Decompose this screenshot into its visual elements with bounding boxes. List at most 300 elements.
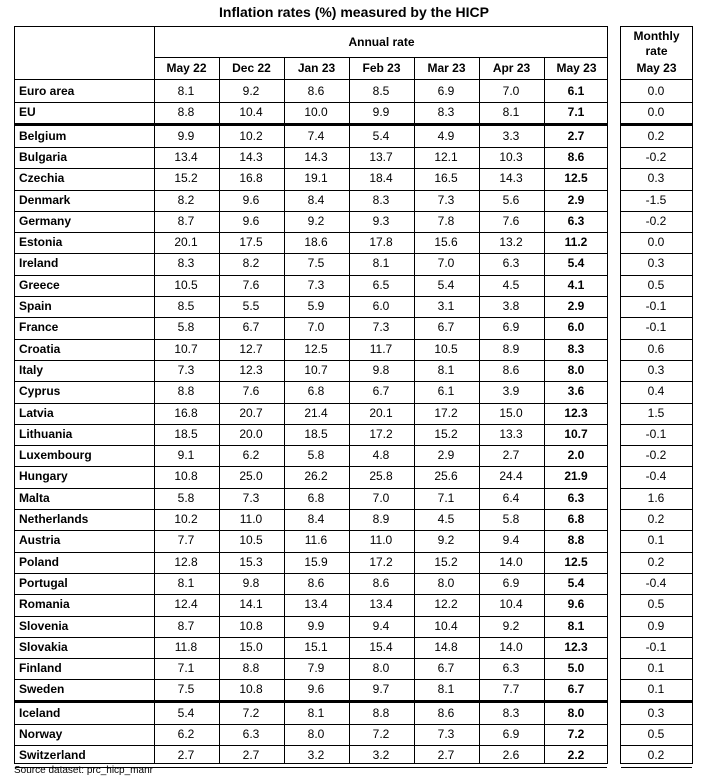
annual-rate-value: 8.0 <box>437 575 455 590</box>
monthly-rate-value: 0.1 <box>647 682 665 697</box>
country-name: Slovenia <box>19 618 69 633</box>
annual-rate-value: 9.6 <box>567 597 585 612</box>
annual-rate-value: 8.5 <box>372 84 390 98</box>
annual-rate-value: 7.0 <box>372 490 390 505</box>
annual-rate-value: 5.8 <box>502 512 520 526</box>
annual-rate-value: 7.1 <box>177 661 195 676</box>
annual-rate-value: 14.1 <box>239 597 263 612</box>
annual-rate-value: 6.1 <box>437 384 455 399</box>
country-name: Netherlands <box>19 512 89 526</box>
monthly-row-rule <box>621 767 692 768</box>
monthly-rate-value: 0.0 <box>647 84 665 98</box>
country-name: Cyprus <box>19 384 61 399</box>
annual-rate-value: 5.4 <box>567 575 585 590</box>
annual-rate-value: 10.8 <box>174 469 198 484</box>
monthly-header-rate: rate <box>645 44 668 58</box>
country-name: Luxembourg <box>19 448 92 463</box>
monthly-rate-value: 0.2 <box>647 128 665 143</box>
annual-rate-value: 9.9 <box>177 128 195 143</box>
column-header: Jan 23 <box>297 61 336 75</box>
annual-rate-value: 5.8 <box>307 448 325 463</box>
annual-rate-value: 6.9 <box>437 84 455 98</box>
annual-rate-value: 10.4 <box>434 618 458 633</box>
annual-rate-value: 4.5 <box>502 277 520 292</box>
annual-rate-value: 12.5 <box>564 554 588 569</box>
annual-rate-value: 20.7 <box>239 405 263 420</box>
annual-rate-value: 6.3 <box>502 661 520 676</box>
monthly-rate-value: 0.2 <box>647 748 665 763</box>
annual-rate-value: 7.3 <box>437 727 455 741</box>
annual-rate-value: 6.8 <box>307 384 325 399</box>
annual-rate-value: 8.2 <box>177 192 195 207</box>
country-name: Ireland <box>19 256 59 271</box>
annual-rate-value: 2.0 <box>567 448 585 463</box>
annual-rate-value: 4.9 <box>437 128 455 143</box>
annual-rate-value: 13.4 <box>174 149 198 164</box>
annual-rate-value: 7.3 <box>307 277 325 292</box>
country-name: France <box>19 320 59 335</box>
country-name: Portugal <box>19 575 68 590</box>
annual-rate-value: 15.9 <box>304 554 328 569</box>
annual-rate-value: 13.4 <box>369 597 393 612</box>
annual-rate-value: 7.1 <box>567 105 585 120</box>
annual-rate-value: 14.8 <box>434 639 458 654</box>
annual-rate-value: 3.9 <box>502 384 520 399</box>
annual-rate-value: 18.5 <box>304 426 328 441</box>
monthly-rate-table <box>620 26 693 764</box>
annual-rate-value: 8.3 <box>502 705 520 720</box>
annual-rate-value: 8.6 <box>372 575 390 590</box>
annual-rate-value: 6.7 <box>437 320 455 335</box>
annual-rate-value: 14.3 <box>239 149 263 164</box>
annual-rate-value: 9.9 <box>307 618 325 633</box>
annual-rate-value: 6.9 <box>502 727 520 741</box>
annual-rate-value: 15.1 <box>304 639 328 654</box>
annual-rate-value: 8.0 <box>567 362 585 377</box>
annual-rate-value: 6.0 <box>372 299 390 313</box>
column-header: May 22 <box>166 61 207 75</box>
country-name: Switzerland <box>19 748 86 763</box>
annual-rate-value: 6.8 <box>307 490 325 505</box>
annual-rate-value: 8.3 <box>437 105 455 120</box>
monthly-header: Monthly <box>633 29 680 43</box>
annual-rate-value: 6.7 <box>437 661 455 676</box>
annual-rate-value: 7.2 <box>372 727 390 741</box>
annual-rate-value: 9.6 <box>242 192 260 207</box>
annual-rate-value: 18.5 <box>174 426 198 441</box>
annual-rate-value: 21.4 <box>304 405 328 420</box>
annual-rate-value: 2.2 <box>567 748 585 763</box>
annual-rate-value: 18.6 <box>304 235 328 250</box>
country-name: Czechia <box>19 171 65 186</box>
annual-rate-value: 8.3 <box>177 256 195 271</box>
annual-rate-value: 8.1 <box>437 682 455 697</box>
monthly-rate-value: -0.2 <box>645 213 667 228</box>
annual-rate-value: 5.8 <box>177 320 195 335</box>
annual-rate-value: 8.1 <box>437 362 455 377</box>
annual-rate-value: 12.3 <box>564 639 588 654</box>
annual-rate-value: 2.9 <box>437 448 455 463</box>
annual-rate-value: 17.8 <box>369 235 393 250</box>
annual-rate-value: 10.4 <box>239 105 263 120</box>
column-header: Dec 22 <box>232 61 271 75</box>
annual-rate-value: 2.9 <box>567 299 585 313</box>
monthly-rate-value: -0.1 <box>645 426 667 441</box>
annual-rate-value: 5.8 <box>177 490 195 505</box>
annual-rate-value: 15.6 <box>434 235 458 250</box>
monthly-rate-value: 0.1 <box>647 661 665 676</box>
annual-rate-value: 7.6 <box>242 277 260 292</box>
country-name: Iceland <box>19 705 61 720</box>
annual-rate-value: 4.1 <box>567 277 585 292</box>
annual-rate-value: 6.3 <box>567 490 585 505</box>
monthly-rate-value: 1.6 <box>647 490 665 505</box>
annual-rate-value: 5.4 <box>177 705 195 720</box>
monthly-rate-value: 0.5 <box>647 727 665 741</box>
source-note: Source dataset: prc_hicp_manr <box>14 765 153 776</box>
annual-rate-value: 10.3 <box>499 149 523 164</box>
column-header: May 23 <box>556 61 597 75</box>
annual-rate-value: 11.2 <box>564 235 588 250</box>
annual-rate-value: 9.6 <box>242 213 260 228</box>
annual-rate-value: 8.6 <box>502 362 520 377</box>
annual-rate-value: 8.1 <box>502 105 520 120</box>
annual-rate-value: 7.3 <box>437 192 455 207</box>
annual-rate-value: 8.9 <box>502 341 520 356</box>
annual-rate-value: 8.6 <box>437 705 455 720</box>
monthly-rate-value: 0.0 <box>647 105 665 120</box>
annual-rate-value: 14.3 <box>499 171 523 186</box>
country-name: Germany <box>19 213 72 228</box>
annual-rate-value: 8.9 <box>372 512 390 526</box>
annual-rate-value: 10.8 <box>239 682 263 697</box>
monthly-column-header: May 23 <box>636 61 677 75</box>
country-name: Poland <box>19 554 60 569</box>
annual-rate-value: 2.7 <box>177 748 195 763</box>
annual-rate-value: 9.4 <box>502 533 520 548</box>
annual-rate-value: 7.5 <box>177 682 195 697</box>
annual-rate-value: 8.6 <box>307 575 325 590</box>
annual-rate-value: 7.6 <box>502 213 520 228</box>
annual-rate-value: 10.7 <box>564 426 588 441</box>
annual-rate-value: 12.3 <box>239 362 263 377</box>
annual-rate-value: 26.2 <box>304 469 328 484</box>
annual-rate-value: 10.0 <box>304 105 328 120</box>
monthly-header-rule <box>621 79 692 80</box>
annual-rate-value: 9.2 <box>437 533 455 548</box>
annual-rate-value: 17.2 <box>369 426 393 441</box>
annual-rate-value: 5.9 <box>307 299 325 313</box>
annual-rate-value: 8.1 <box>372 256 390 271</box>
annual-rate-value: 8.6 <box>307 84 325 98</box>
annual-rate-value: 7.9 <box>307 661 325 676</box>
monthly-rate-value: 0.3 <box>647 171 665 186</box>
annual-rate-value: 5.4 <box>567 256 585 271</box>
annual-rate-value: 12.3 <box>564 405 588 420</box>
annual-rate-value: 4.8 <box>372 448 390 463</box>
annual-rate-value: 24.4 <box>499 469 523 484</box>
annual-rate-value: 10.8 <box>239 618 263 633</box>
annual-rate-value: 7.0 <box>307 320 325 335</box>
annual-rate-value: 18.4 <box>369 171 393 186</box>
annual-rate-value: 13.3 <box>499 426 523 441</box>
annual-rate-value: 15.3 <box>239 554 263 569</box>
annual-rate-value: 8.8 <box>177 105 195 120</box>
annual-rate-value: 3.2 <box>307 748 325 763</box>
annual-rate-value: 10.5 <box>174 277 198 292</box>
annual-rate-value: 8.8 <box>567 533 585 548</box>
annual-rate-value: 6.1 <box>567 84 585 98</box>
annual-rate-value: 8.1 <box>177 575 195 590</box>
annual-rate-value: 10.2 <box>239 128 263 143</box>
annual-rate-value: 8.4 <box>307 192 325 207</box>
monthly-rate-value: 0.2 <box>647 512 665 526</box>
annual-rate-value: 21.9 <box>564 469 588 484</box>
country-name: Lithuania <box>19 426 73 441</box>
annual-rate-value: 7.2 <box>567 727 585 741</box>
annual-rate-value: 2.7 <box>437 748 455 763</box>
annual-rate-value: 15.2 <box>434 554 458 569</box>
annual-rate-value: 10.5 <box>239 533 263 548</box>
annual-rate-value: 10.5 <box>434 341 458 356</box>
annual-rate-value: 20.0 <box>239 426 263 441</box>
annual-rate-value: 6.7 <box>242 320 260 335</box>
annual-rate-value: 6.3 <box>242 727 260 741</box>
annual-rate-value: 13.7 <box>369 149 393 164</box>
annual-rate-value: 7.6 <box>242 384 260 399</box>
annual-rate-value: 17.2 <box>434 405 458 420</box>
monthly-rate-value: 0.0 <box>647 235 665 250</box>
annual-rate-value: 8.1 <box>307 705 325 720</box>
annual-rate-value: 7.7 <box>177 533 195 548</box>
annual-rate-value: 10.2 <box>174 512 198 526</box>
annual-rate-value: 14.0 <box>499 639 523 654</box>
column-header: Mar 23 <box>427 61 466 75</box>
annual-rate-value: 13.2 <box>499 235 523 250</box>
annual-rate-value: 2.7 <box>242 748 260 763</box>
annual-rate-table <box>14 26 608 764</box>
monthly-rate-value: 0.6 <box>647 341 665 356</box>
monthly-rate-value: -0.4 <box>645 575 667 590</box>
annual-rate-value: 8.8 <box>242 661 260 676</box>
annual-rate-value: 3.3 <box>502 128 520 143</box>
country-name: Hungary <box>19 469 68 484</box>
annual-rate-value: 25.6 <box>434 469 458 484</box>
annual-rate-value: 15.2 <box>434 426 458 441</box>
annual-rate-value: 2.6 <box>502 748 520 763</box>
annual-rate-value: 12.5 <box>304 341 328 356</box>
annual-rate-value: 9.2 <box>307 213 325 228</box>
annual-rate-value: 7.1 <box>437 490 455 505</box>
annual-rate-value: 3.1 <box>437 299 455 313</box>
annual-rate-value: 2.7 <box>502 448 520 463</box>
annual-rate-value: 5.6 <box>502 192 520 207</box>
annual-rate-value: 6.3 <box>567 213 585 228</box>
annual-rate-value: 9.4 <box>372 618 390 633</box>
monthly-rate-value: 0.1 <box>647 533 665 548</box>
annual-rate-header: Annual rate <box>348 35 415 49</box>
column-header-rule <box>15 79 607 80</box>
annual-rate-value: 11.7 <box>369 341 393 356</box>
annual-rate-value: 20.1 <box>174 235 198 250</box>
annual-rate-value: 12.1 <box>434 149 458 164</box>
annual-rate-value: 10.7 <box>304 362 328 377</box>
annual-rate-value: 6.9 <box>502 575 520 590</box>
annual-rate-value: 9.8 <box>372 362 390 377</box>
monthly-rate-value: 0.3 <box>647 705 665 720</box>
country-name: Euro area <box>19 84 75 98</box>
annual-rate-value: 2.9 <box>567 192 585 207</box>
annual-rate-value: 5.4 <box>437 277 455 292</box>
column-header: Apr 23 <box>492 61 531 75</box>
monthly-rate-value: -1.5 <box>645 192 667 207</box>
annual-rate-value: 17.5 <box>239 235 263 250</box>
country-name: Norway <box>19 727 63 741</box>
annual-rate-value: 9.7 <box>372 682 390 697</box>
monthly-rate-value: -0.1 <box>645 299 667 313</box>
annual-rate-value: 7.5 <box>307 256 325 271</box>
annual-rate-value: 6.4 <box>502 490 520 505</box>
annual-rate-value: 7.2 <box>242 705 260 720</box>
country-name: Finland <box>19 661 62 676</box>
annual-rate-value: 7.3 <box>242 490 260 505</box>
annual-rate-value: 8.8 <box>177 384 195 399</box>
annual-rate-value: 8.1 <box>177 84 195 98</box>
annual-rate-value: 5.0 <box>567 661 585 676</box>
country-name: Romania <box>19 597 70 612</box>
country-name: Greece <box>19 277 60 292</box>
annual-rate-value: 12.5 <box>564 171 588 186</box>
annual-rate-value: 12.7 <box>239 341 263 356</box>
annual-rate-value: 8.8 <box>372 705 390 720</box>
annual-rate-value: 8.3 <box>372 192 390 207</box>
column-header: Feb 23 <box>362 61 401 75</box>
country-name: EU <box>19 105 36 120</box>
monthly-rate-value: -0.4 <box>645 469 667 484</box>
annual-rate-value: 8.0 <box>567 705 585 720</box>
annual-rate-value: 6.7 <box>567 682 585 697</box>
monthly-rate-value: 0.5 <box>647 277 665 292</box>
annual-rate-value: 7.0 <box>502 84 520 98</box>
country-name: Slovakia <box>19 639 68 654</box>
header-rule <box>154 57 607 58</box>
monthly-rate-value: -0.2 <box>645 448 667 463</box>
annual-rate-value: 6.3 <box>502 256 520 271</box>
monthly-rate-value: 1.5 <box>647 405 665 420</box>
annual-rate-value: 8.0 <box>372 661 390 676</box>
annual-rate-value: 4.5 <box>437 512 455 526</box>
annual-rate-value: 15.0 <box>239 639 263 654</box>
annual-rate-value: 3.8 <box>502 299 520 313</box>
monthly-rate-value: -0.1 <box>645 639 667 654</box>
annual-rate-value: 15.4 <box>369 639 393 654</box>
country-name: Italy <box>19 362 44 377</box>
country-name: Sweden <box>19 682 65 697</box>
annual-rate-value: 6.7 <box>372 384 390 399</box>
annual-rate-value: 2.7 <box>567 128 585 143</box>
country-name: Denmark <box>19 192 71 207</box>
annual-rate-value: 12.4 <box>174 597 198 612</box>
country-name: Belgium <box>19 128 67 143</box>
annual-rate-value: 7.8 <box>437 213 455 228</box>
annual-rate-value: 8.1 <box>567 618 585 633</box>
annual-rate-value: 9.6 <box>307 682 325 697</box>
annual-rate-value: 8.6 <box>567 149 585 164</box>
annual-rate-value: 8.3 <box>567 341 585 356</box>
annual-rate-value: 10.7 <box>174 341 198 356</box>
monthly-rate-value: 0.3 <box>647 362 665 377</box>
annual-rate-value: 15.0 <box>499 405 523 420</box>
monthly-rate-value: 0.3 <box>647 256 665 271</box>
annual-rate-value: 11.6 <box>304 533 328 548</box>
annual-rate-value: 11.0 <box>369 533 393 548</box>
annual-rate-value: 16.5 <box>434 171 458 186</box>
monthly-rate-value: -0.2 <box>645 149 667 164</box>
annual-rate-value: 25.8 <box>369 469 393 484</box>
annual-rate-value: 6.0 <box>567 320 585 335</box>
annual-rate-value: 12.2 <box>434 597 458 612</box>
annual-rate-value: 19.1 <box>304 171 328 186</box>
annual-rate-value: 9.1 <box>177 448 195 463</box>
table-title: Inflation rates (%) measured by the HICP <box>219 4 489 20</box>
annual-rate-value: 8.2 <box>242 256 260 271</box>
monthly-rate-value: 0.5 <box>647 597 665 612</box>
annual-rate-value: 8.5 <box>177 299 195 313</box>
annual-rate-value: 16.8 <box>174 405 198 420</box>
annual-rate-value: 3.6 <box>567 384 585 399</box>
annual-rate-value: 17.2 <box>369 554 393 569</box>
annual-rate-value: 16.8 <box>239 171 263 186</box>
annual-rate-value: 10.4 <box>499 597 523 612</box>
annual-rate-value: 8.4 <box>307 512 325 526</box>
annual-rate-value: 14.0 <box>499 554 523 569</box>
annual-rate-value: 7.3 <box>177 362 195 377</box>
annual-rate-value: 25.0 <box>239 469 263 484</box>
annual-rate-value: 7.4 <box>307 128 325 143</box>
annual-rate-value: 6.2 <box>177 727 195 741</box>
annual-rate-value: 9.9 <box>372 105 390 120</box>
annual-rate-value: 7.3 <box>372 320 390 335</box>
annual-rate-value: 6.9 <box>502 320 520 335</box>
annual-rate-value: 9.8 <box>242 575 260 590</box>
annual-rate-value: 14.3 <box>304 149 328 164</box>
country-name: Croatia <box>19 341 61 356</box>
annual-rate-value: 13.4 <box>304 597 328 612</box>
annual-rate-value: 15.2 <box>174 171 198 186</box>
annual-rate-value: 20.1 <box>369 405 393 420</box>
country-name: Malta <box>19 490 50 505</box>
annual-rate-value: 8.0 <box>307 727 325 741</box>
monthly-rate-value: -0.1 <box>645 320 667 335</box>
annual-rate-value: 7.0 <box>437 256 455 271</box>
annual-rate-value: 3.2 <box>372 748 390 763</box>
country-name: Spain <box>19 299 52 313</box>
monthly-rate-value: 0.2 <box>647 554 665 569</box>
annual-rate-value: 6.8 <box>567 512 585 526</box>
annual-rate-value: 9.3 <box>372 213 390 228</box>
annual-rate-value: 6.2 <box>242 448 260 463</box>
annual-rate-value: 6.5 <box>372 277 390 292</box>
annual-rate-value: 11.8 <box>174 639 198 654</box>
annual-rate-value: 8.7 <box>177 213 195 228</box>
country-name: Estonia <box>19 235 63 250</box>
country-name: Austria <box>19 533 61 548</box>
monthly-rate-value: 0.9 <box>647 618 665 633</box>
annual-rate-value: 8.7 <box>177 618 195 633</box>
annual-rate-value: 9.2 <box>242 84 260 98</box>
annual-rate-value: 9.2 <box>502 618 520 633</box>
annual-rate-value: 7.7 <box>502 682 520 697</box>
